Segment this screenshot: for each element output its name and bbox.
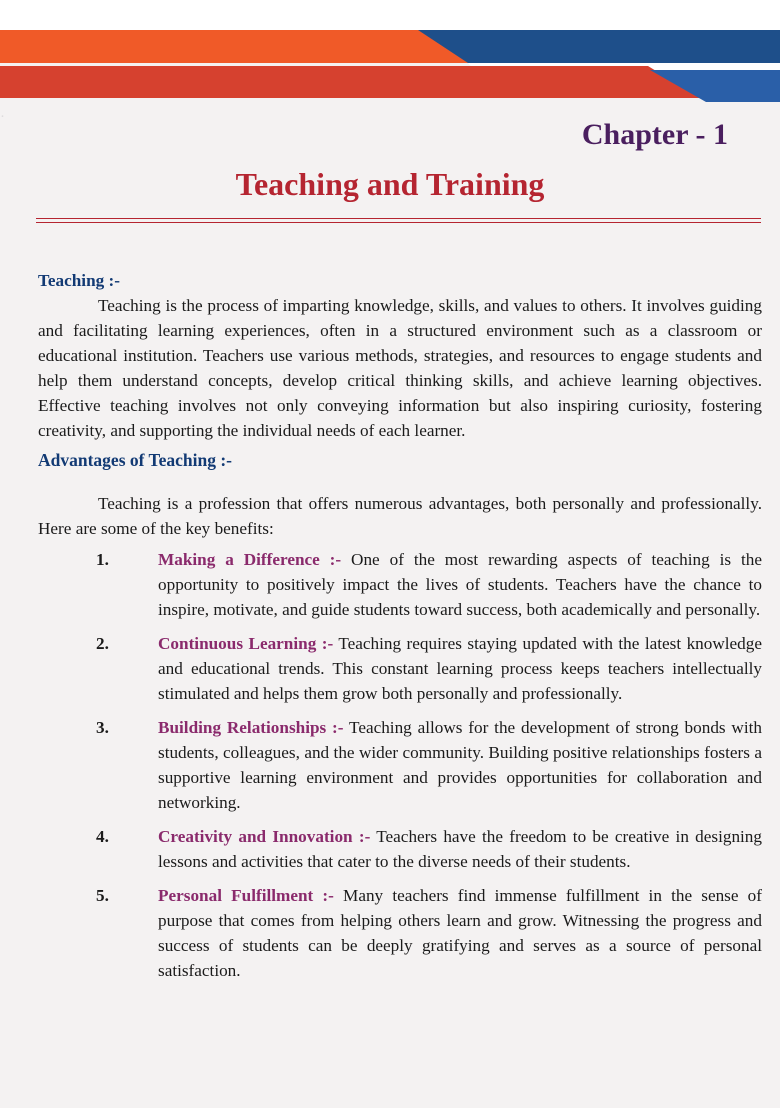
- list-item: [38, 824, 762, 874]
- item-term: Personal Fulfillment :-: [158, 886, 334, 905]
- page-top-margin: [0, 0, 780, 32]
- item-term: Continuous Learning :-: [158, 634, 334, 653]
- chapter-title: Teaching and Training: [235, 166, 545, 202]
- item-description: Teaching requires staying updated with the latest knowledge and educational trends. This constant learning process keeps teachers intellectually stimulated and helps them grow both personally and professionally.: [158, 634, 762, 703]
- advantages-heading: Advantages of Teaching :-: [38, 450, 232, 470]
- advantages-intro: Teaching is a profession that offers numerous advantages, both personally and professionally. Here are some of the key benefits:: [38, 494, 762, 538]
- item-term: Creativity and Innovation :-: [158, 827, 371, 846]
- item-text: [158, 883, 762, 983]
- chapter-number: Chapter - 1: [581, 118, 728, 151]
- item-text: [158, 631, 762, 706]
- list-item: [38, 883, 762, 983]
- title-rule-top: [36, 218, 761, 219]
- banner-red-stripe: [0, 66, 700, 98]
- banner-blue-stripe: [418, 30, 780, 63]
- item-number: 4.: [96, 827, 109, 846]
- teaching-heading: Teaching :-: [38, 271, 120, 290]
- item-number: 1.: [96, 550, 109, 569]
- item-description: Teachers have the freedom to be creative in designing lessons and activities that cater to the diverse needs of their students.: [158, 827, 762, 871]
- advantages-list: [38, 547, 762, 983]
- item-description: Many teachers find immense fulfillment in the sense of purpose that comes from helping others learn and grow. Witnessing the progress and success of students can be deeply gratifying and serves as a source of personal satisfaction.: [158, 886, 762, 980]
- item-description: Teaching allows for the development of strong bonds with students, colleagues, and the wider community. Building positive relationships fosters a supportive learning environment and provides opportunities for collaboration and networking.: [158, 718, 762, 812]
- item-description: One of the most rewarding aspects of teaching is the opportunity to positively impact the lives of students. Teachers have the chance to inspire, motivate, and guide students toward success, both academically and personally.: [158, 550, 762, 619]
- item-text: [158, 547, 762, 622]
- list-item: [38, 547, 762, 622]
- header-banner: [0, 30, 780, 110]
- title-rule-bottom: [36, 222, 761, 223]
- page-body: [38, 268, 762, 992]
- item-text: [158, 824, 762, 874]
- item-term: Making a Difference :-: [158, 550, 342, 569]
- item-number: 2.: [96, 634, 109, 653]
- item-term: Building Relationships :-: [158, 718, 344, 737]
- list-item: [38, 631, 762, 706]
- item-text: [158, 715, 762, 815]
- teaching-paragraph: Teaching is the process of imparting knowledge, skills, and values to others. It involves guiding and facilitating learning experiences, often in a structured environment such as a classroom or educational institution. Teachers use various methods, strategies, and resources to engage students and help them understand concepts, develop critical thinking skills, and achieve learning objectives. Effective teaching involves not only conveying information but also inspiring curiosity, fostering creativity, and supporting the individual needs of each learner.: [38, 296, 762, 440]
- item-number: 5.: [96, 886, 109, 905]
- list-item: [38, 715, 762, 815]
- bleed-through-text: ·: [0, 109, 669, 125]
- item-number: 3.: [96, 718, 109, 737]
